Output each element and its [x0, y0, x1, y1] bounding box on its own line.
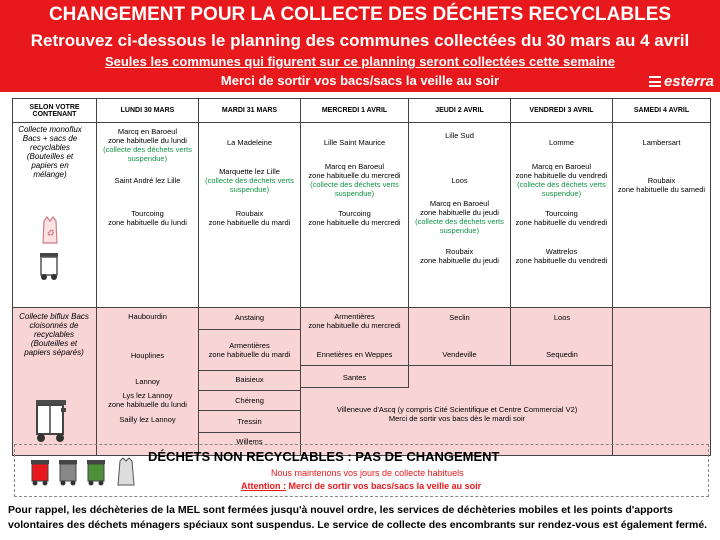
page-subtitle: Retrouvez ci-dessous le planning des communes collectées du 30 mars au 4 avril: [30, 31, 690, 50]
column-header-day: VENDREDI 3 AVRIL: [511, 99, 613, 123]
commune: Saint André lez Lille: [114, 176, 181, 185]
commune: Lomme: [548, 138, 574, 147]
column-header-day: MERCREDI 1 AVRIL: [301, 99, 409, 123]
commune: Tressin: [237, 417, 262, 426]
commune: Santes: [342, 373, 367, 382]
commune: Roubaix: [445, 247, 474, 256]
esterra-logo: esterra: [649, 73, 714, 90]
commune: Armentières: [334, 312, 375, 321]
page-title: CHANGEMENT POUR LA COLLECTE DES DÉCHETS RECYCLABLES: [48, 4, 672, 25]
green-bin-icon: [87, 460, 105, 486]
commune: Tourcoing: [131, 209, 164, 218]
green-waste-note: (collecte des déchets verts suspendue): [103, 145, 192, 163]
commune: Marcq en Baroeul: [117, 127, 178, 136]
commune: Marcq en Baroeul: [531, 162, 592, 171]
cell-monoflux-mardi: [199, 123, 301, 308]
row-label-biflux: Collecte biflux Bacs cloisonnés de recyclables (Bouteilles et papiers séparés): [13, 308, 97, 456]
zone-note: zone habituelle du vendredi: [515, 171, 608, 180]
commune: Vendeville: [442, 350, 477, 359]
footer-notice: Pour rappel, les déchèteries de la MEL sont fermées jusqu'à nouvel ordre, les services de déchèteries mobiles et les points d'apports volontaires des déchets ménagers spéciaux sont suspendus. Le service de collecte des encombrants sur rendez-vous est également fermé.: [8, 504, 708, 531]
grey-bin-icon: [59, 460, 77, 486]
non-recyclables-box: [14, 444, 709, 497]
logo-mark-icon: [649, 76, 661, 87]
commune: La Madeleine: [226, 138, 273, 147]
commune: Roubaix: [647, 176, 676, 185]
bin-icon: [37, 251, 61, 281]
commune: Willems: [236, 437, 263, 446]
green-waste-note: (collecte des déchets verts suspendue): [415, 217, 504, 235]
commune: Marcq en Baroeul: [429, 199, 490, 208]
green-waste-note: (collecte des déchets verts suspendue): [310, 180, 399, 198]
zone-note: zone habituelle du jeudi: [420, 256, 499, 265]
recycling-bag-icon: [37, 215, 63, 245]
cell-monoflux-samedi: [613, 123, 711, 308]
commune: Tourcoing: [338, 209, 371, 218]
green-waste-note: (collecte des déchets verts suspendue): [205, 176, 294, 194]
commune: Sequedin: [546, 350, 578, 359]
zone-note: zone habituelle du mercredi: [308, 171, 401, 180]
column-header-container: SELON VOTRE CONTENANT: [13, 99, 97, 123]
zone-note: zone habituelle du mercredi: [308, 321, 401, 330]
commune: Tourcoing: [545, 209, 578, 218]
svg-text:♻: ♻: [45, 228, 55, 238]
commune: Roubaix: [235, 209, 264, 218]
non-recyclables-line1: Nous maintenons vos jours de collecte habituels: [271, 468, 464, 478]
non-recyclables-title: DÉCHETS NON RECYCLABLES : PAS DE CHANGEMENT: [148, 449, 500, 464]
cell-monoflux-lundi: [97, 123, 199, 308]
commune: Loos: [451, 176, 468, 185]
zone-note: zone habituelle du vendredi: [515, 218, 608, 227]
cell-monoflux-jeudi: [409, 123, 511, 308]
divided-bin-icon: [33, 398, 69, 444]
commune: Anstaing: [234, 313, 265, 322]
commune: Lambersart: [642, 138, 681, 147]
table-header-row: [13, 99, 711, 123]
waste-containers-icon: [29, 457, 141, 487]
cell-biflux-lundi: [97, 308, 199, 456]
zone-note: zone habituelle du lundi: [108, 218, 187, 227]
commune: Baisieux: [235, 375, 264, 384]
commune: Lys lez Lannoy: [122, 391, 173, 400]
merged-commune: Villeneuve d'Ascq (y compris Cité Scientifique et Centre Commercial V2): [336, 405, 578, 414]
commune: Haubourdin: [128, 312, 167, 321]
commune: Lille Sud: [445, 131, 474, 140]
header-banner: [0, 0, 720, 92]
zone-note: zone habituelle du vendredi: [515, 256, 608, 265]
trash-bag-icon: [118, 458, 134, 485]
row-label-monoflux: Collecte monoflux Bacs + sacs de recyclables (Bouteilles et papiers en mélange) ♻: [13, 123, 97, 308]
zone-note: zone habituelle du jeudi: [420, 208, 499, 217]
zone-note: zone habituelle du mardi: [208, 218, 291, 227]
commune: Lille Saint Maurice: [323, 138, 386, 147]
commune: Seclin: [449, 313, 470, 322]
cell-biflux-samedi: [613, 308, 711, 456]
column-header-day: SAMEDI 4 AVRIL: [613, 99, 711, 123]
column-header-day: LUNDI 30 MARS: [97, 99, 199, 123]
notice-line: Seules les communes qui figurent sur ce planning seront collectées cette semaine: [104, 54, 616, 69]
table-row-monoflux: [13, 123, 711, 308]
commune: Houplines: [130, 351, 165, 360]
zone-note: zone habituelle du lundi: [108, 400, 187, 409]
merged-note: Merci de sortir vos bacs dès le mardi soir: [388, 414, 526, 423]
commune: Lannoy: [135, 377, 160, 386]
column-header-day: JEUDI 2 AVRIL: [409, 99, 511, 123]
commune: Marcq en Baroeul: [324, 162, 385, 171]
commune: Sailly lez Lannoy: [119, 415, 176, 424]
zone-note: zone habituelle du mardi: [208, 350, 291, 359]
commune: Chéreng: [235, 396, 264, 405]
table-row-biflux: [13, 308, 711, 456]
zone-note: zone habituelle du lundi: [108, 136, 187, 145]
commune: Armentières: [229, 341, 270, 350]
cell-biflux-mardi: [199, 308, 301, 456]
commune: Loos: [553, 313, 571, 322]
commune: Wattrelos: [545, 247, 578, 256]
commune: Marquette lez Lille: [219, 167, 280, 176]
cell-monoflux-vendredi: [511, 123, 613, 308]
red-bin-icon: [31, 460, 49, 486]
zone-note: zone habituelle du mercredi: [308, 218, 401, 227]
green-waste-note: (collecte des déchets verts suspendue): [517, 180, 606, 198]
reminder-line: Merci de sortir vos bacs/sacs la veille au soir: [220, 73, 500, 88]
cell-biflux-mercredi-vendredi: [301, 308, 613, 456]
zone-note: zone habituelle du samedi: [617, 185, 706, 194]
non-recyclables-line2: Attention : Merci de sortir vos bacs/sacs la veille au soir: [241, 481, 482, 491]
collection-schedule-table: [12, 98, 711, 456]
column-header-day: MARDI 31 MARS: [199, 99, 301, 123]
commune: Ennetières en Weppes: [316, 350, 393, 359]
cell-monoflux-mercredi: [301, 123, 409, 308]
